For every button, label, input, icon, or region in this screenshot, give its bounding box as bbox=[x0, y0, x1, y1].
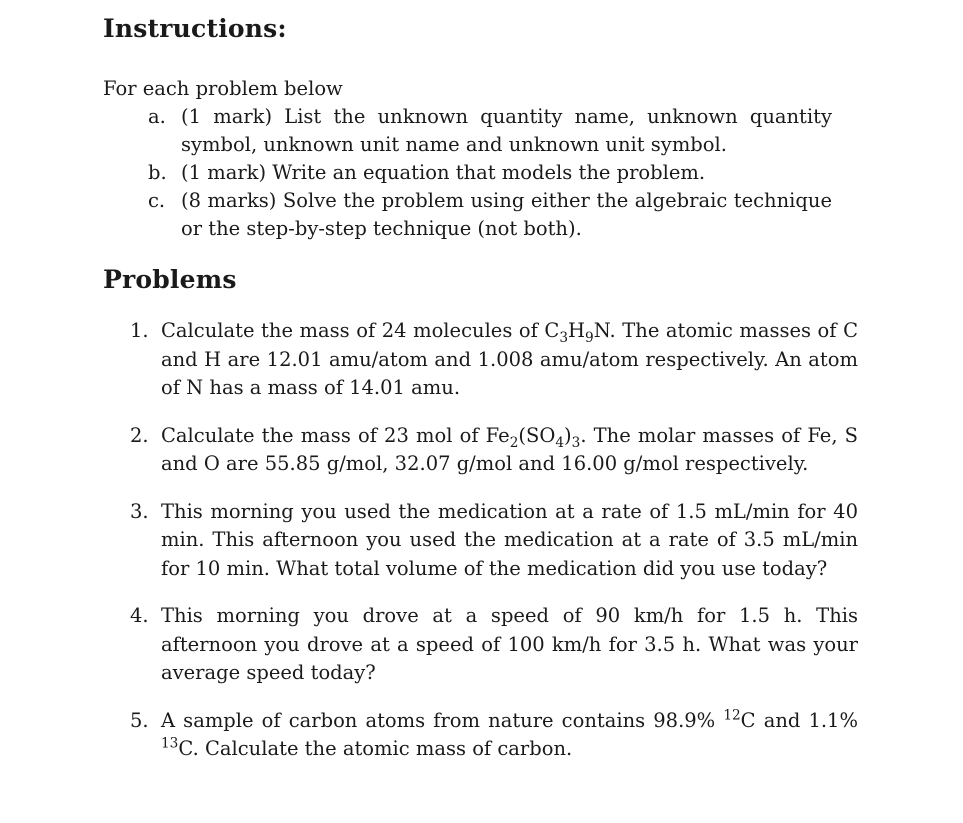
problem-text: This morning you used the medication at a rate of 1.5 mL/min for 40 min. This afternoon you used the medication at a rate of 3.5 mL/min for 10 min. What total volume of the medication did you use today? bbox=[161, 499, 858, 580]
instruction-text: (1 mark) List the unknown quantity name, unknown quantity symbol, unknown unit name and unknown unit symbol. bbox=[181, 105, 832, 156]
problem-item-1 bbox=[130, 317, 858, 403]
problem-number: 3. bbox=[130, 499, 149, 523]
instruction-item-c bbox=[148, 187, 832, 243]
problem-text: Calculate the mass of 24 molecules of $C_3H_9N$. The atomic masses of C and H are 12.01 amu/atom and 1.008 amu/atom respectively. An atom of N has a mass of 14.01 amu. bbox=[161, 319, 858, 399]
problem-number: 2. bbox=[130, 423, 149, 447]
problem-number: 1. bbox=[130, 319, 149, 342]
instructions-intro: For each problem below bbox=[103, 77, 343, 100]
instruction-item-b bbox=[148, 159, 832, 187]
instruction-text: (8 marks) Solve the problem using either the algebraic technique or the step-by-step technique (not both). bbox=[181, 189, 832, 240]
problem-number: 4. bbox=[130, 604, 149, 627]
problem-item-5 bbox=[130, 707, 858, 764]
problem-text: A sample of carbon atoms from nature contains 98.9% $^{12}$C and 1.1% $^{13}$C. Calculate the atomic mass of carbon. bbox=[161, 707, 858, 760]
problem-item-3 bbox=[130, 498, 858, 584]
instruction-item-a bbox=[148, 103, 832, 159]
problems-heading: Problems bbox=[103, 265, 237, 294]
problem-number: 5. bbox=[130, 708, 149, 732]
instruction-label: b. bbox=[148, 161, 167, 184]
instruction-label: a. bbox=[148, 105, 166, 128]
problem-text: Calculate the mass of 23 mol of $Fe_2(SO_4)_3$. The molar masses of Fe, S and O are 55.85 g/mol, 32.07 g/mol and 16.00 g/mol respectively. bbox=[161, 423, 859, 475]
problem-text: This morning you drove at a speed of 90 km/h for 1.5 h. This afternoon you drove at a speed of 100 km/h for 3.5 h. What was your average speed today? bbox=[161, 604, 858, 684]
instructions-list bbox=[148, 103, 832, 243]
problem-item-2 bbox=[130, 422, 858, 479]
instructions-heading: Instructions: bbox=[103, 14, 287, 43]
instruction-label: c. bbox=[148, 189, 166, 212]
problem-item-4 bbox=[130, 602, 858, 688]
problems-list bbox=[130, 317, 858, 783]
instruction-text: (1 mark) Write an equation that models the problem. bbox=[181, 161, 706, 184]
